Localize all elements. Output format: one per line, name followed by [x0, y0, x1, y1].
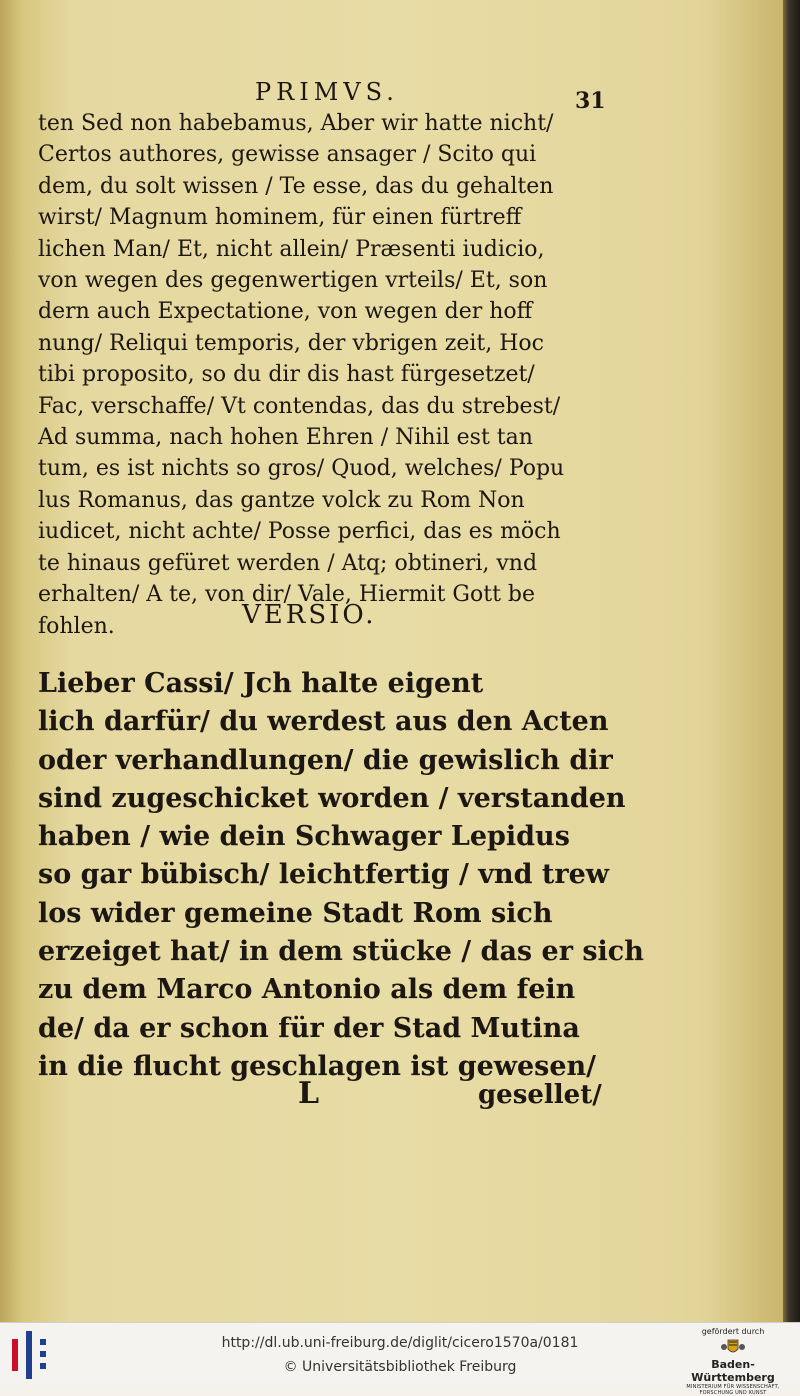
text-line: iudicet, nicht achte/ Posse perfici, das es möch: [38, 519, 561, 545]
text-line: lus Romanus, das gantze volck zu Rom Non: [38, 487, 525, 513]
text-line: dem, du solt wissen / Te esse, das du gehalten: [38, 173, 554, 199]
text-line: wirst/ Magnum hominem, für einen fürtreff: [38, 205, 522, 231]
text-line: tum, es ist nichts so gros/ Quod, welches/ Popu: [38, 456, 565, 482]
text-line: lichen Man/ Et, nicht allein/ Præsenti iudicio,: [38, 236, 545, 262]
text-line: lich darfür/ du werdest aus den Acten: [38, 706, 609, 738]
text-line: zu dem Marco Antonio als dem fein: [38, 974, 576, 1006]
text-line: Ad summa, nach hohen Ehren / Nihil est tan: [38, 425, 533, 451]
sponsor-label: gefördert durch: [701, 1327, 765, 1336]
text-line: dern auch Expectatione, von wegen der hoff: [38, 299, 533, 325]
sponsor-state: Baden-Württemberg: [691, 1358, 775, 1384]
signature-mark: L: [298, 1076, 320, 1111]
text-line: Certos authores, gewisse ansager / Scito qui: [38, 142, 537, 168]
text-line: erhalten/ A te, von dir/ Vale, Hiermit Gott be: [38, 582, 536, 608]
text-line: erzeiget hat/ in dem stücke / das er sich: [38, 936, 644, 968]
text-line: los wider gemeine Stadt Rom sich: [38, 897, 553, 929]
text-line: haben / wie dein Schwager Lepidus: [38, 821, 570, 853]
text-line: in die flucht geschlagen ist gewesen/: [38, 1050, 597, 1082]
text-line: tibi proposito, so du dir dis hast fürgesetzet/: [38, 362, 535, 388]
permalink-url[interactable]: http://dl.ub.uni-freiburg.de/diglit/cicero1570a/0181: [221, 1335, 579, 1351]
copyright-notice: © Universitätsbibliothek Freiburg: [283, 1359, 517, 1375]
sponsor-ministry: MINISTERIUM FÜR WISSENSCHAFT, FORSCHUNG UND KUNST: [686, 1384, 780, 1396]
text-line: ten Sed non habebamus, Aber wir hatte nicht/: [38, 111, 554, 136]
text-line: so gar bübisch/ leichtfertig / vnd trew: [38, 859, 610, 891]
text-line: sind zugeschicket worden / verstanden: [38, 782, 626, 814]
text-line: Fac, verschaffe/ Vt contendas, das du strebest/: [38, 393, 561, 419]
page-edge-shadow: [783, 0, 800, 1322]
running-head: PRIMVS.: [255, 78, 399, 106]
page-number: 31: [575, 88, 606, 114]
text-line: von wegen des gegenwertigen vrteils/ Et, son: [38, 268, 548, 294]
viewer-footer: [0, 1322, 800, 1396]
section-heading: VERSIO.: [242, 600, 377, 630]
text-line: de/ da er schon für der Stad Mutina: [38, 1012, 580, 1044]
state-crest-icon: [718, 1337, 748, 1357]
text-line: te hinaus gefüret werden / Atq; obtineri, vnd: [38, 550, 538, 576]
text-line: oder verhandlungen/ die gewislich dir: [38, 744, 613, 776]
text-line: fohlen.: [38, 613, 115, 639]
text-line: nung/ Reliqui temporis, der vbrigen zeit, Hoc: [38, 330, 544, 356]
german-translation-text: [38, 665, 644, 1086]
latin-german-glossed-text: [38, 108, 608, 642]
sponsor-badge[interactable]: [672, 1327, 794, 1396]
catchword: gesellet/: [478, 1080, 602, 1110]
text-line: Lieber Cassi/ Jch halte eigent: [38, 668, 484, 699]
